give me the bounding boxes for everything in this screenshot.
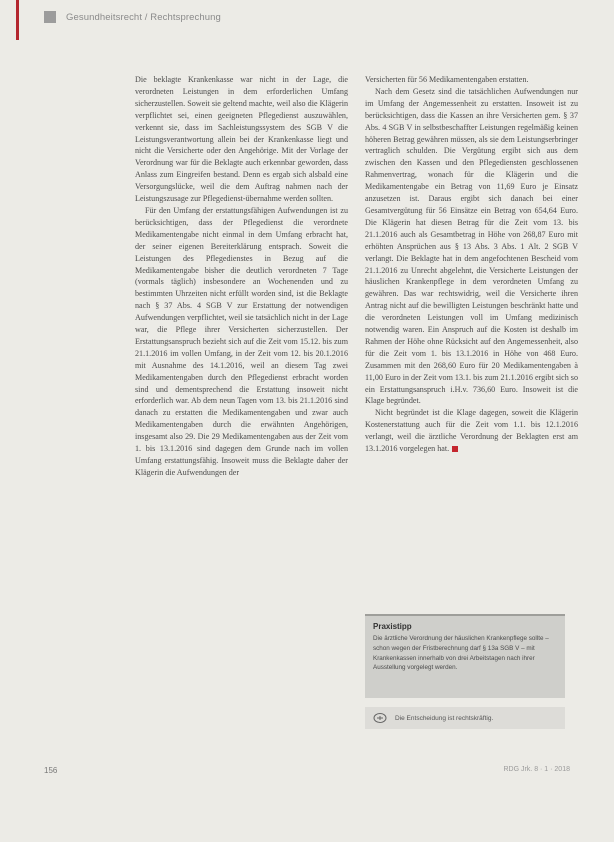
header-section-title: Gesundheitsrecht / Rechtsprechung	[66, 11, 221, 23]
tip-body: Die ärztliche Verordnung der häuslichen Krankenpflege sollte – schon wegen der Fristberechnung darf § 13a SGB V – mit Krankenkassen innerhalb von drei Arbeitstagen nach ihrer Ausstellung vorgelegt werden.	[373, 635, 549, 672]
paragraph: Für den Umfang der erstattungsfähigen Aufwendungen ist zu berücksichtigen, dass der Pflegedienst die verordnete Medikamentengabe nicht einmal in dem Umfang erbracht hat, der seiner eigenen Bereiterklärung entsprach. Soweit die Leistungen des Pflegedienstes in Bezug auf die Medikamentengabe bisher die deutlich verordneten 7 Tage (vormals täglich) insbesondere an Wochenenden und zu bestimmten Uhrzeiten nicht erfüllt worden sind, ist die Beklagte nach § 37 Abs. 4 SGB V zur Erstattung der notwendigen Aufwendungen verpflichtet, weil sie tatsächlich nicht in der Lage war, die Pflege ihrer Versicherten sicherzustellen. Der Erstattungsanspruch bezieht sich auf die Zeit vom 15.12. bis zum 21.1.2016 im vollen Umfang, in der Zeit vom 12. bis 20.1.2016 mit Ausnahme des 14.1.2016, weil an diesem Tag zwei Medikamentengaben durch den Pflegedienst erbracht worden sind und dementsprechend die Erstattung insoweit nicht erforderlich war. Ab dem neun Tagen vom 13. bis 21.1.2016 sind danach zu erstatten die Medikamentengaben und zwar auch Medikamentengaben durch die erwähnten Angehörigen, insgesamt also 29. Die 29 Medikamentengaben aus der Zeit vom 1. bis 13.1.2016 sind dagegen dem Grunde nach im vollen Umfang erstattungsfähig. Insoweit muss die Beklagte daher der Klägerin die Aufwendungen der	[135, 205, 348, 477]
final-note-box	[365, 707, 565, 729]
paragraph-text: Nicht begründet ist die Klage dagegen, soweit die Klägerin Kostenerstattung auch für die Zeit vom 1.1. bis 12.1.2016 verlangt, weil die ärztliche Verordnung der Beklagten erst am 13.1.2016 vorgelegen hat.	[365, 408, 578, 454]
left-column	[135, 74, 348, 479]
paragraph: Nach dem Gesetz sind die tatsächlichen Aufwendungen nur im Umfang der Angemessenheit zu erstatten. Insoweit ist zu berücksichtigen, dass die Kassen an ihre Versicherten gem. § 37 Abs. 4 SGB V in selbstbeschaffter Leistungen regelmäßig keinen höheren Betrag gewähren müssen, als sie dem Leistungserbringer vertraglich schulden. Die Vergütung ergibt sich aus dem zwischen den Kassen und den Pflegediensten geschlossenen Rahmenvertrag, wonach für die Klägerin und die Medikamentengabe ein Betrag von 11,69 Euro je Einsatz anzusetzen ist. Daraus ergibt sich danach bei einer Gesamtvergütung für 56 Einsätze ein Betrag von 654,64 Euro. Die Klägerin hat diesen Betrag für die Zeit vom 13. bis 21.1.2016 auch als Gesamtbetrag in Höhe von 268,87 Euro mit erhöhten Ansprüchen aus § 13 Abs. 3 Abs. 1 Alt. 2 SGB V verlangt. Die Beklagte hat in dem angefochtenen Bescheid vom 21.1.2016 zu Unrecht abgelehnt, die Versicherte Leistungen der häuslichen Krankenpflege in dem verordneten Umfang zu gewähren. Das war rechtswidrig, weil die Versicherte ihren Antrag nicht auf die bewilligten Leistungen beschränkt hatte und die verordneten Leistungen voll im Umfang medizinisch notwendig waren. Ein Anspruch auf die Kosten ist deshalb im Rahmen der Höhe ohne Rücksicht auf den Angemessenheit, also für die Zeit vom 1. bis 13.1.2016 in Höhe von 468 Euro. Zusammen mit den 268,60 Euro für 20 Medikamentengaben à 11,00 Euro in der Zeit vom 13.1. bis zum 21.1.2016 ergibt sich so ein Erstattungsanspruch i.H.v. 736,60 Euro. Insoweit ist die Klage begründet.	[365, 86, 578, 406]
tip-title: Praxistipp	[373, 622, 412, 631]
practice-tip-box	[365, 614, 565, 698]
accent-bar	[16, 0, 19, 40]
header-square-icon	[44, 11, 56, 23]
paragraph: Versicherten für 56 Medikamentengaben erstatten.	[365, 75, 529, 84]
page-number: 156	[44, 766, 58, 775]
paragraph-last	[365, 407, 578, 455]
info-hand-icon	[373, 712, 387, 724]
journal-footer: RDG Jrk. 8 · 1 · 2018	[503, 766, 570, 773]
note-text: Die Entscheidung ist rechtskräftig.	[395, 714, 494, 722]
end-mark-icon	[452, 446, 458, 452]
running-header	[44, 10, 221, 24]
right-column	[365, 74, 578, 455]
paragraph: Die beklagte Krankenkasse war nicht in der Lage, die verordneten Leistungen in dem erforderlichen Umfang sicherzustellen. Soweit sie geltend machte, weil also die Klägerin verpflichtet sei, einen geeigneten Pflegedienst auszuwählen, verkennt sie, dass im Sachleistungssystem des SGB V die Leistungsverantwortung allein bei der Krankenkasse liegt und nicht die Versicherte oder den Angehörige. Mit der Vorlage der Verordnung war für die Beklagte auch erkennbar geworden, dass Anlass zum Eingreifen bestand. Denn es ergab sich alsbald eine Versorgungslücke, weil die dem Auftrag nahmen nach der Leistungszusage zur Pflegedienst-übernahme werden sollten.	[135, 75, 348, 204]
